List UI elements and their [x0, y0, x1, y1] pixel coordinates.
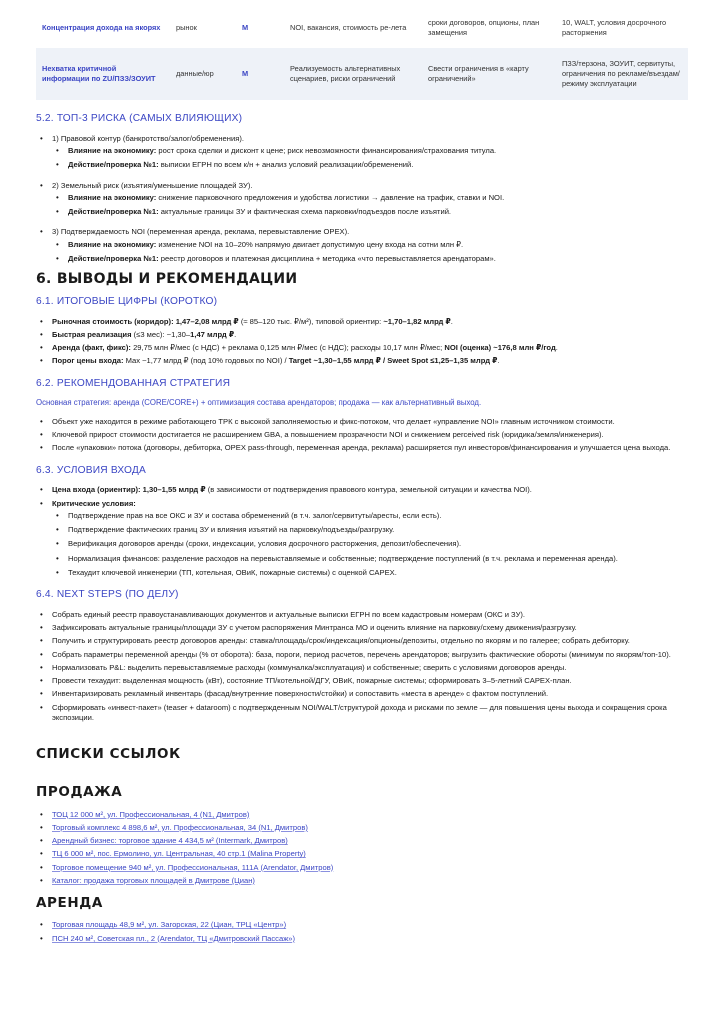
strategy-statement: Основная стратегия: аренда (CORE/CORE+) + оптимизация состава арендаторов; продажа — как альтернативный выход. — [36, 398, 482, 408]
list-item: • Зафиксировать актуальные границы/площади ЗУ с учетом распоряжения Минтранса МО и оценить влияние на парковку/схему движения/разгрузку. — [52, 623, 688, 633]
risk-impact: NOI, вакансия, стоимость ре-лета — [290, 23, 407, 32]
list-item: • Ключевой прирост стоимости достигается не расширением GBA, а повышением прозрачности NOI и снижением perceived risk (юридика/земля/инженерия). — [52, 430, 688, 440]
link-item — [52, 836, 688, 846]
list-item: • Провести техаудит: выделенная мощность (кВт), состояние ТП/котельной/ДГУ, ОВиК, пожарные системы; сформировать 3–5-летний CAPEX-план. — [52, 676, 688, 686]
list-item — [52, 330, 688, 340]
list-item: • Собрать единый реестр правоустанавливающих документов и актуальные выписки ЕГРН по всем кадастровым номерам (ОКС и ЗУ). — [52, 610, 688, 620]
risk-action-item — [68, 160, 688, 170]
bold-text: ~1,70–1,82 млрд ₽ — [383, 316, 451, 326]
list-item — [52, 317, 688, 327]
list-item — [52, 499, 688, 579]
bold-text: Порог цены входа: — [52, 356, 124, 366]
risk-item — [52, 134, 688, 171]
risk-head: 2) Земельный риск (изъятия/уменьшение площадей ЗУ). — [52, 180, 253, 190]
text: Max ~1,77 млрд ₽ (под 10% годовых по NOI) / — [123, 356, 289, 366]
list-item: • После «упаковки» потока (договоры, дебиторка, OPEX pass-through, переменная аренда, реклама) расширяется пул инвесторов/финансирования и улучшается цена выхода. — [52, 443, 688, 453]
sale-link[interactable]: Каталог: продажа торговых площадей в Дмитрове (Циан) — [52, 875, 255, 885]
text: выписки ЕГРН по всем к/н + анализ условий реализации/обременений. — [158, 160, 414, 170]
text: изменение NOI на 10–20% напрямую двигает допустимую цену входа на сотни млн ₽. — [156, 239, 464, 249]
section-5-2-title: 5.2. ТОП-3 РИСКА (САМЫХ ВЛИЯЮЩИХ) — [36, 113, 243, 124]
bold-text: Рыночная стоимость (коридор): 1,47–2,08 млрд ₽ — [52, 316, 239, 326]
table-row — [36, 48, 688, 100]
text: снижение парковочного предложения и удобства логистики → давление на трафик, ставки и NOI. — [156, 192, 505, 202]
condition-item: • Техаудит ключевой инженерии (ТП, котельная, ОВиК, пожарные системы) с оценкой CAPEX. — [68, 568, 688, 578]
text: . — [234, 329, 237, 339]
condition-item: • Нормализация финансов: разделение расходов на перевыставляемые и собственные; подтверждение поступлений (в т.ч. реклама и переменная аренда). — [68, 554, 688, 564]
list-item: • Получить и структурировать реестр договоров аренды: ставка/площадь/срок/индексация/опционы/депозиты, отдельно по якорям и по галерее; собрать дебиторку. — [52, 636, 688, 646]
strategy-list — [36, 417, 688, 454]
risk-name: Нехватка критичной информации по ZU/ПЗЗ/ЗОУИТ — [36, 48, 170, 100]
text: реестр договоров и платежная дисциплина + методика «что перевыставляется арендаторам». — [158, 253, 496, 263]
rent-link[interactable]: Торговая площадь 48,9 м², ул. Загорская, 22 (Циан, ТРЦ «Центр») — [52, 920, 287, 930]
text: 29,75 млн ₽/мес (с НДС) + реклама 0,125 млн ₽/мес (с НДС); расходы 10,17 млн ₽/мес; — [130, 343, 445, 353]
label: Действие/проверка №1: — [68, 160, 159, 170]
risk-action-item — [68, 207, 688, 217]
risk-level: M — [236, 48, 284, 100]
label: Действие/проверка №1: — [68, 253, 159, 263]
section-6-4-title: 6.4. NEXT STEPS (ПО ДЕЛУ) — [36, 589, 179, 601]
risk-type: рынок — [176, 23, 197, 32]
next-steps-list — [36, 610, 688, 723]
list-item — [52, 356, 688, 366]
risk-action-item — [68, 254, 688, 264]
bold-text: Цена входа (ориентир): 1,30–1,55 млрд ₽ — [52, 485, 206, 495]
table-row — [36, 8, 688, 48]
risk-kpi: ПЗЗ/терзона, ЗОУИТ, сервитуты, ограничения по рекламе/въездам/режиму эксплуатации — [556, 48, 688, 100]
link-item — [52, 934, 688, 944]
list-item: • Собрать параметры переменной аренды (% от оборота): база, пороги, период расчетов, перечень арендаторов; выгрузить фактические обороты (минимум по якорям/топ-10). — [52, 650, 688, 660]
rent-link[interactable]: ПСН 240 м², Советская пл., 2 (Arendator, ТЦ «Дмитровский Пассаж») — [52, 933, 296, 943]
risk-item — [52, 227, 688, 264]
text: (в зависимости от подтверждения правового контура, земельной ситуации и качества NOI). — [205, 485, 532, 495]
entry-conditions-list — [36, 485, 688, 578]
risk-head: 3) Подтверждаемость NOI (переменная аренда, реклама, перевыставление OPEX). — [52, 227, 350, 237]
sale-links-list — [36, 810, 688, 887]
document-page — [36, 0, 688, 947]
condition-item: • Подтверждение прав на все ОКС и ЗУ и состава обременений (в т.ч. залог/сервитуты/аресты, если есть). — [68, 511, 688, 521]
sale-title: ПРОДАЖА — [36, 784, 123, 801]
list-item: • Нормализовать P&L: выделить перевыставляемые расходы (коммуналка/эксплуатация) и собственные; сверить с условиями договоров аренды. — [52, 663, 688, 673]
risk-level: M — [242, 23, 249, 32]
sale-link[interactable]: Арендный бизнес: торговое здание 4 434,5 м² (Intermark, Дмитров) — [52, 836, 288, 846]
section-6-3-title: 6.3. УСЛОВИЯ ВХОДА — [36, 464, 147, 476]
list-item: • Инвентаризировать рекламный инвентарь (фасад/внутренние поверхности/стойки) и сопоставить «места в аренде» с фактом поступлений. — [52, 689, 688, 699]
section-6-title: 6. ВЫВОДЫ И РЕКОМЕНДАЦИИ — [36, 271, 298, 288]
label: Влияние на экономику: — [68, 192, 157, 202]
risk-table — [36, 8, 688, 100]
bold-text: Target ~1,30–1,55 млрд ₽ / Sweet Spot ≤1,25–1,35 млрд ₽ — [288, 356, 498, 366]
risk-name: Концентрация дохода на якорях — [42, 23, 161, 32]
link-item — [52, 876, 688, 886]
bold-text: Быстрая реализация — [52, 329, 132, 339]
bold-text: NOI (оценка) ~176,8 млн ₽/год — [444, 343, 556, 353]
link-item — [52, 823, 688, 833]
text: рост срока сделки и дисконт к цене; риск невозможности финансирования/страхования титула. — [156, 146, 497, 156]
sale-link[interactable]: ТОЦ 12 000 м², ул. Профессиональная, 4 (N1, Дмитров) — [52, 809, 250, 819]
list-item: • Сформировать «инвест-пакет» (teaser + dataroom) с подтвержденным NOI/WALT/структурой дохода и рисками по земле — для повышения цены выхода и сокращения срока экспозиции. — [52, 703, 688, 724]
rent-links-list — [36, 920, 688, 944]
risk-impact-item — [68, 146, 688, 156]
list-item — [52, 343, 688, 353]
risk-head: 1) Правовой контур (банкротство/залог/обременения). — [52, 133, 244, 143]
condition-item: • Подтверждение фактических границ ЗУ и влияния изъятий на парковку/подъезды/разгрузку. — [68, 525, 688, 535]
top-risks-list — [36, 134, 688, 264]
risk-type: данные/юр — [170, 48, 236, 100]
link-item — [52, 863, 688, 873]
risk-impact-item — [68, 240, 688, 250]
bold-text: Аренда (факт, фикс): — [52, 343, 131, 353]
section-6-2-title: 6.2. РЕКОМЕНДОВАННАЯ СТРАТЕГИЯ — [36, 377, 231, 389]
link-item — [52, 849, 688, 859]
rent-title: АРЕНДА — [36, 895, 103, 912]
link-item — [52, 920, 688, 930]
links-title: СПИСКИ ССЫЛОК — [36, 746, 181, 763]
text: . — [497, 356, 500, 366]
label: Влияние на экономику: — [68, 146, 157, 156]
bold-text: Критические условия: — [52, 498, 136, 508]
sale-link[interactable]: Торговый комплекс 4 898,6 м², ул. Профессиональная, 34 (N1, Дмитров) — [52, 822, 308, 832]
risk-impact-item — [68, 193, 688, 203]
label: Влияние на экономику: — [68, 239, 157, 249]
text: . — [450, 316, 453, 326]
text: (≈ 85–120 тыс. ₽/м²), типовой ориентир: — [238, 316, 384, 326]
condition-item: • Верификация договоров аренды (сроки, индексации, условия досрочного расторжения, депозит/обеспечения). — [68, 539, 688, 549]
text: . — [555, 343, 558, 353]
risk-item — [52, 181, 688, 218]
text: (≤3 мес): ~1,30– — [131, 329, 191, 339]
list-item — [52, 485, 688, 495]
section-6-1-title: 6.1. ИТОГОВЫЕ ЦИФРЫ (КОРОТКО) — [36, 295, 218, 307]
text: актуальные границы ЗУ и фактическая схема парковки/подъездов после изъятий. — [158, 207, 452, 217]
link-item — [52, 810, 688, 820]
list-item: • Объект уже находится в режиме работающего ТРК с высокой заполняемостью и фикс-потоком, что делает «управление NOI» главным источником стоимости. — [52, 417, 688, 427]
risk-kpi: 10, WALT, условия досрочного расторжения — [562, 18, 667, 37]
bold-text: 1,47 млрд ₽ — [190, 329, 235, 339]
risk-impact: Реализуемость альтернативных сценариев, риски ограничений — [284, 48, 422, 100]
label: Действие/проверка №1: — [68, 207, 159, 217]
risk-action: сроки договоров, опционы, план замещения — [428, 18, 540, 37]
sale-link[interactable]: Торговое помещение 940 м², ул. Профессиональная, 111А (Arendator, Дмитров) — [52, 862, 334, 872]
summary-figures-list — [36, 317, 688, 367]
sale-link[interactable]: ТЦ 6 000 м², пос. Ермолино, ул. Центральная, 40 стр.1 (Malina Property) — [52, 849, 306, 859]
risk-action: Свести ограничения в «карту ограничений» — [422, 48, 556, 100]
